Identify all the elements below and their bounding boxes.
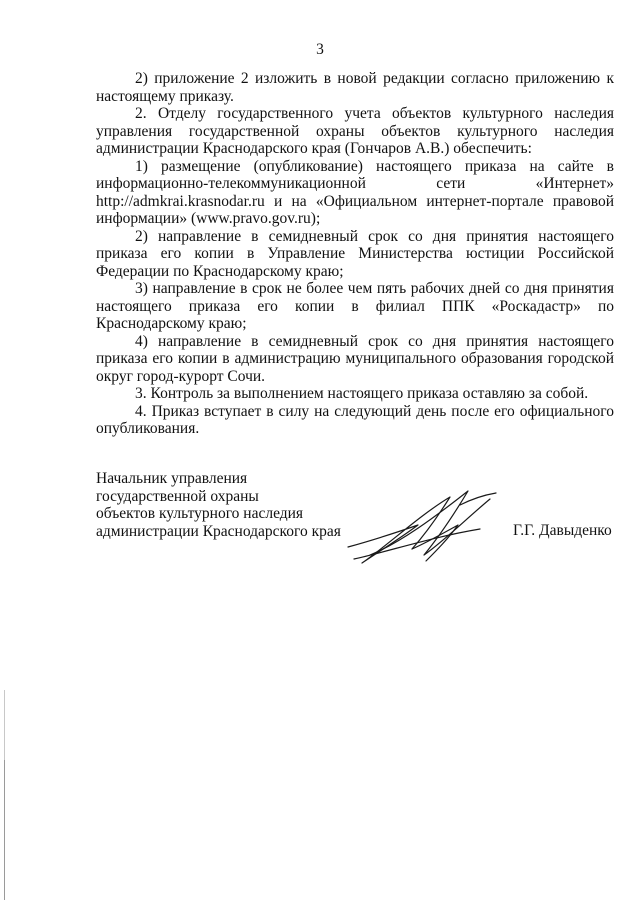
paragraph-roskadastr: 3) направление в срок не более чем пять рабочих дней со дня принятия настоящего приказа его копии в филиал ППК «Роскадастр» по Краснодарскому краю; <box>96 280 614 332</box>
paragraph-sochi-administration: 4) направление в семидневный срок со дня принятия настоящего приказа его копии в администрацию муниципального образования городской округ город-курорт Сочи. <box>96 332 614 385</box>
page-number: 3 <box>316 41 324 58</box>
scan-edge-mark <box>4 690 5 760</box>
paragraph-appendix-2: 2) приложение 2 изложить в новой редакции согласно приложению к настоящему приказу. <box>96 70 614 105</box>
position-line: объектов культурного наследия <box>96 505 304 522</box>
paragraph-effective-date: 4. Приказ вступает в силу на следующий день после его официального опубликования. <box>96 402 614 437</box>
scan-edge-mark <box>4 760 5 900</box>
signatory-position <box>96 470 341 540</box>
document-body <box>96 70 614 438</box>
paragraph-publication: 1) размещение (опубликование) настоящего приказа на сайте в информационно-телекоммуникационной сети «Интернет» http://admkrai.krasnodar.ru и на «Официальном интернет-портале правовой информации» (www.pravo.gov.ru); <box>96 157 614 227</box>
paragraph-ministry-of-justice: 2) направление в семидневный срок со дня принятия настоящего приказа его копии в Управление Министерства юстиции Российской Федерации по Краснодарскому краю; <box>96 227 614 280</box>
position-line: Начальник управления <box>96 470 248 487</box>
position-line: администрации Краснодарского края <box>96 522 341 540</box>
paragraph-control: 3. Контроль за выполнением настоящего приказа оставляю за собой. <box>135 385 589 402</box>
signatory-name: Г.Г. Давыденко <box>513 522 612 539</box>
handwritten-signature <box>340 485 505 570</box>
paragraph-department-duties: 2. Отделу государственного учета объектов культурного наследия управления государственной охраны объектов культурного наследия администрации Краснодарского края (Гончаров А.В.) обеспечить: <box>96 105 614 157</box>
position-line: государственной охраны <box>96 487 259 505</box>
